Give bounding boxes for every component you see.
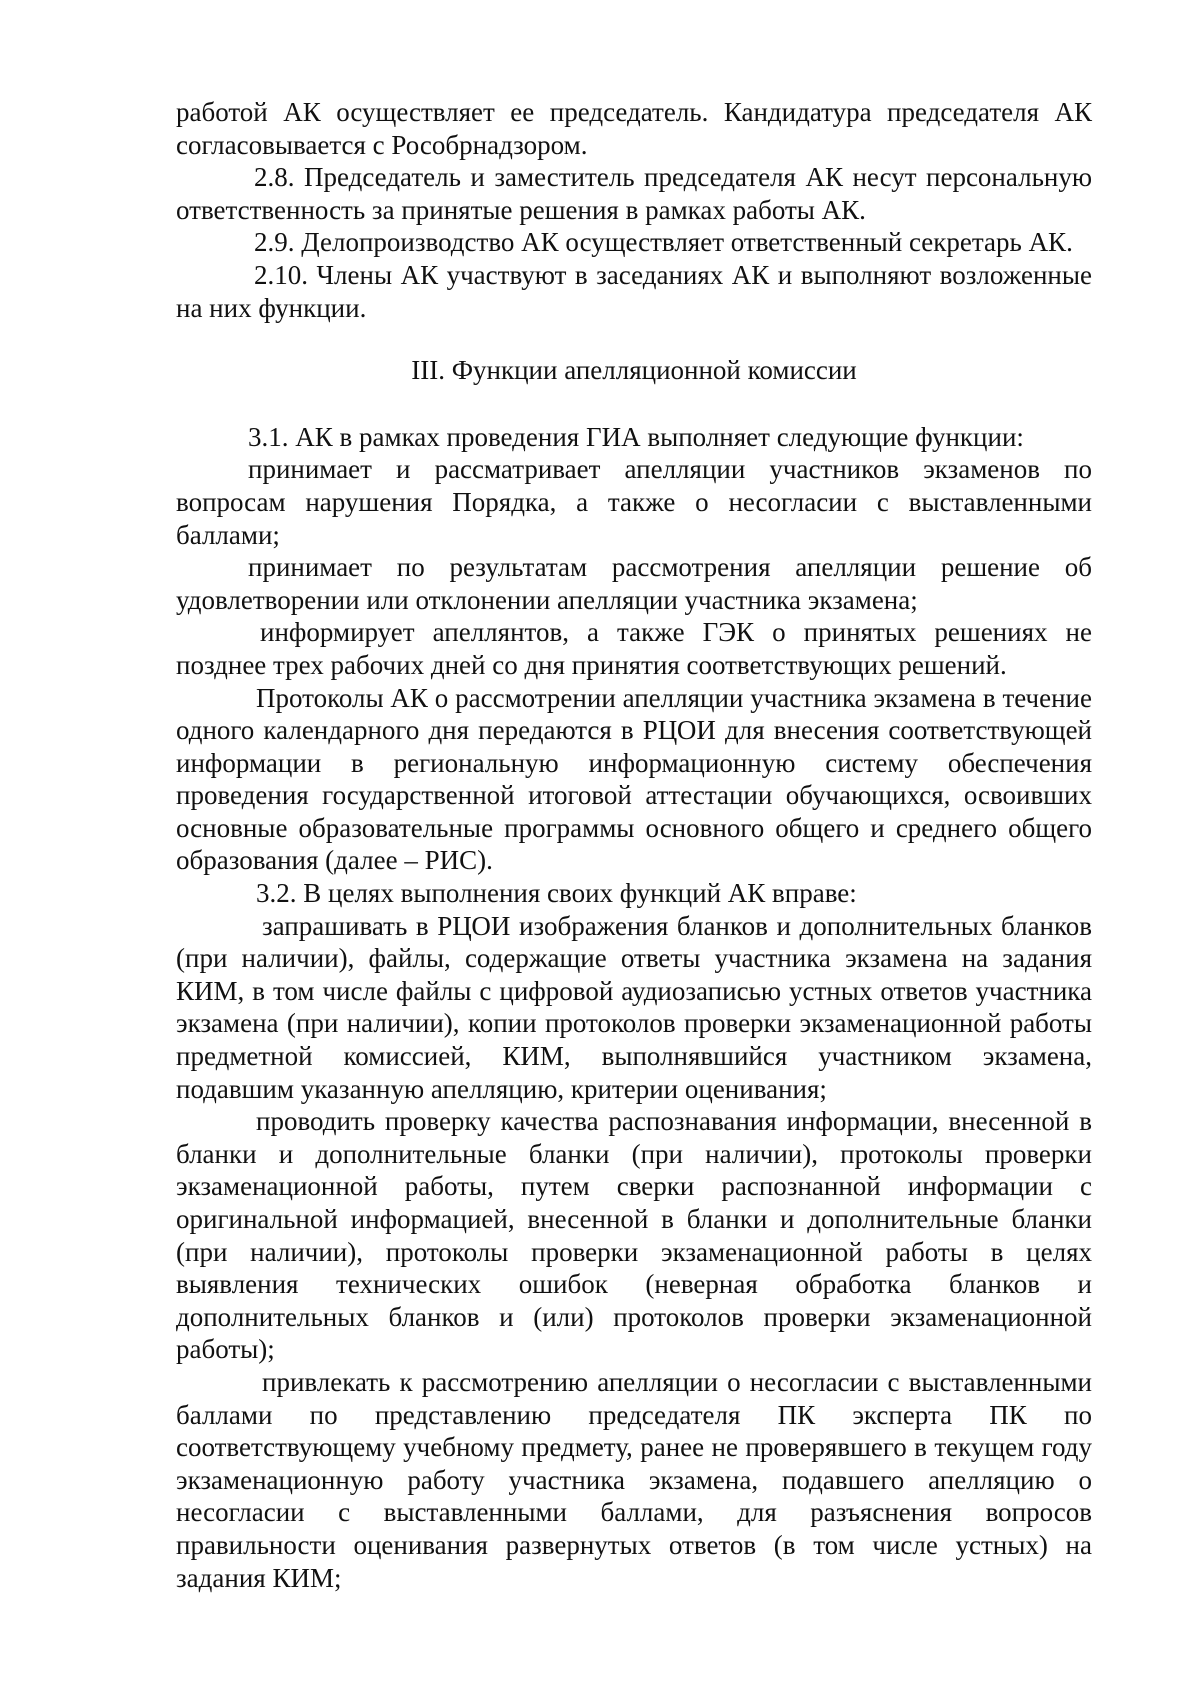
document-body <box>176 96 1092 1594</box>
paragraph-continuation: работой АК осуществляет ее председатель. Кандидатура председателя АК согласовывается с Рособрнадзором. <box>176 97 1092 160</box>
paragraph-2-8: 2.8. Председатель и заместитель председателя АК несут персональную ответственность за принятые решения в рамках работы АК. <box>176 162 1092 225</box>
paragraph-3-1-item-3: информирует апеллянтов, а также ГЭК о принятых решениях не позднее трех рабочих дней со дня принятия соответствующих решений. <box>176 617 1092 680</box>
paragraph-3-1: 3.1. АК в рамках проведения ГИА выполняет следующие функции: <box>248 421 1024 452</box>
paragraph-3-2-item-3: привлекать к рассмотрению апелляции о несогласии с выставленными баллами по представлению председателя ПК эксперта ПК по соответствующему учебному предмету, ранее не проверявшего в текущем году экзаменационную работу участника экзамена, подавшего апелляцию о несогласии с выставленными баллами, для разъяснения вопросов правильности оценивания развернутых ответов (в том числе устных) на задания КИМ; <box>176 1366 1092 1593</box>
paragraph-protocols: Протоколы АК о рассмотрении апелляции участника экзамена в течение одного календарного дня передаются в РЦОИ для внесения соответствующей информации в региональную информационную систему обеспечения проведения государственной итоговой аттестации обучающихся, освоивших основные образовательные программы основного общего и среднего общего образования (далее – РИС). <box>176 682 1092 876</box>
paragraph-3-1-item-1: принимает и рассматривает апелляции участников экзаменов по вопросам нарушения Порядка, а также о несогласии с выставленными баллами; <box>176 454 1092 550</box>
paragraph-2-9: 2.9. Делопроизводство АК осуществляет ответственный секретарь АК. <box>254 227 1073 258</box>
paragraph-2-10: 2.10. Члены АК участвуют в заседаниях АК и выполняют возложенные на них функции. <box>176 259 1092 323</box>
section-heading: III. Функции апелляционной комиссии <box>411 355 857 386</box>
paragraph-3-2: 3.2. В целях выполнения своих функций АК вправе: <box>256 878 857 909</box>
paragraph-3-1-item-2: принимает по результатам рассмотрения апелляции решение об удовлетворении или отклонении апелляции участника экзамена; <box>176 552 1092 615</box>
paragraph-3-2-item-2: проводить проверку качества распознавания информации, внесенной в бланки и дополнительные бланки (при наличии), протоколы проверки экзаменационной работы, путем сверки распознанной информации с оригинальной информацией, внесенной в бланки и дополнительные бланки (при наличии), протоколы проверки экзаменационной работы в целях выявления технических ошибок (неверная обработка бланков и дополнительных бланков и (или) протоколов проверки экзаменационной работы); <box>176 1106 1092 1365</box>
paragraph-3-2-item-1: запрашивать в РЦОИ изображения бланков и дополнительных бланков (при наличии), файлы, содержащие ответы участника экзамена на задания КИМ, в том числе файлы с цифровой аудиозаписью устных ответов участника экзамена (при наличии), копии протоколов проверки экзаменационной работы предметной комиссией, КИМ, выполнявшийся участником экзамена, подавшим указанную апелляцию, критерии оценивания; <box>176 910 1092 1104</box>
